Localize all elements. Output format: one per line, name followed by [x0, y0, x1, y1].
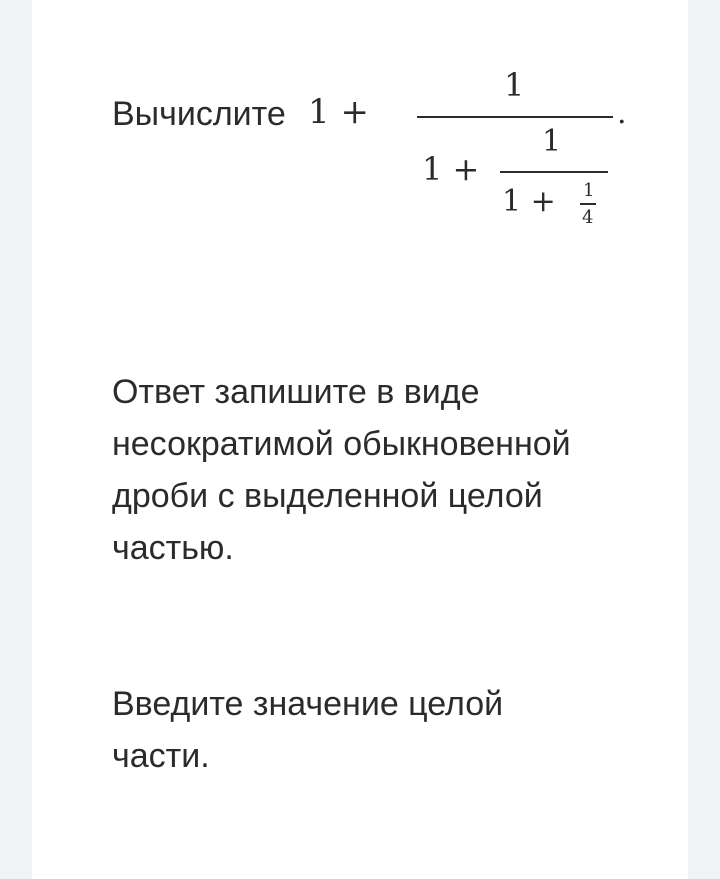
terminal-period: .: [617, 96, 627, 131]
answer-format-instruction: Ответ запишите в виде несократимой обыкновенной дроби с выделенной целой частью.: [112, 373, 571, 567]
task-card: [32, 0, 688, 879]
inner-lead-term: 1 +: [502, 184, 556, 219]
task-prompt-word: Вычислите: [112, 95, 286, 133]
inner-fraction-line: [580, 203, 596, 205]
enter-value-prompt: Введите значение целой части.: [112, 685, 504, 775]
outer-lead-term: 1 +: [308, 92, 369, 132]
outer-numerator: 1: [504, 66, 525, 104]
middle-lead-term: 1 +: [422, 150, 480, 188]
outer-fraction-line: [417, 116, 613, 118]
task-statement: [112, 94, 286, 134]
middle-numerator: 1: [542, 124, 562, 159]
middle-fraction-line: [500, 171, 608, 173]
inner-numerator: 1: [583, 180, 595, 201]
inner-denominator: 4: [582, 207, 594, 228]
